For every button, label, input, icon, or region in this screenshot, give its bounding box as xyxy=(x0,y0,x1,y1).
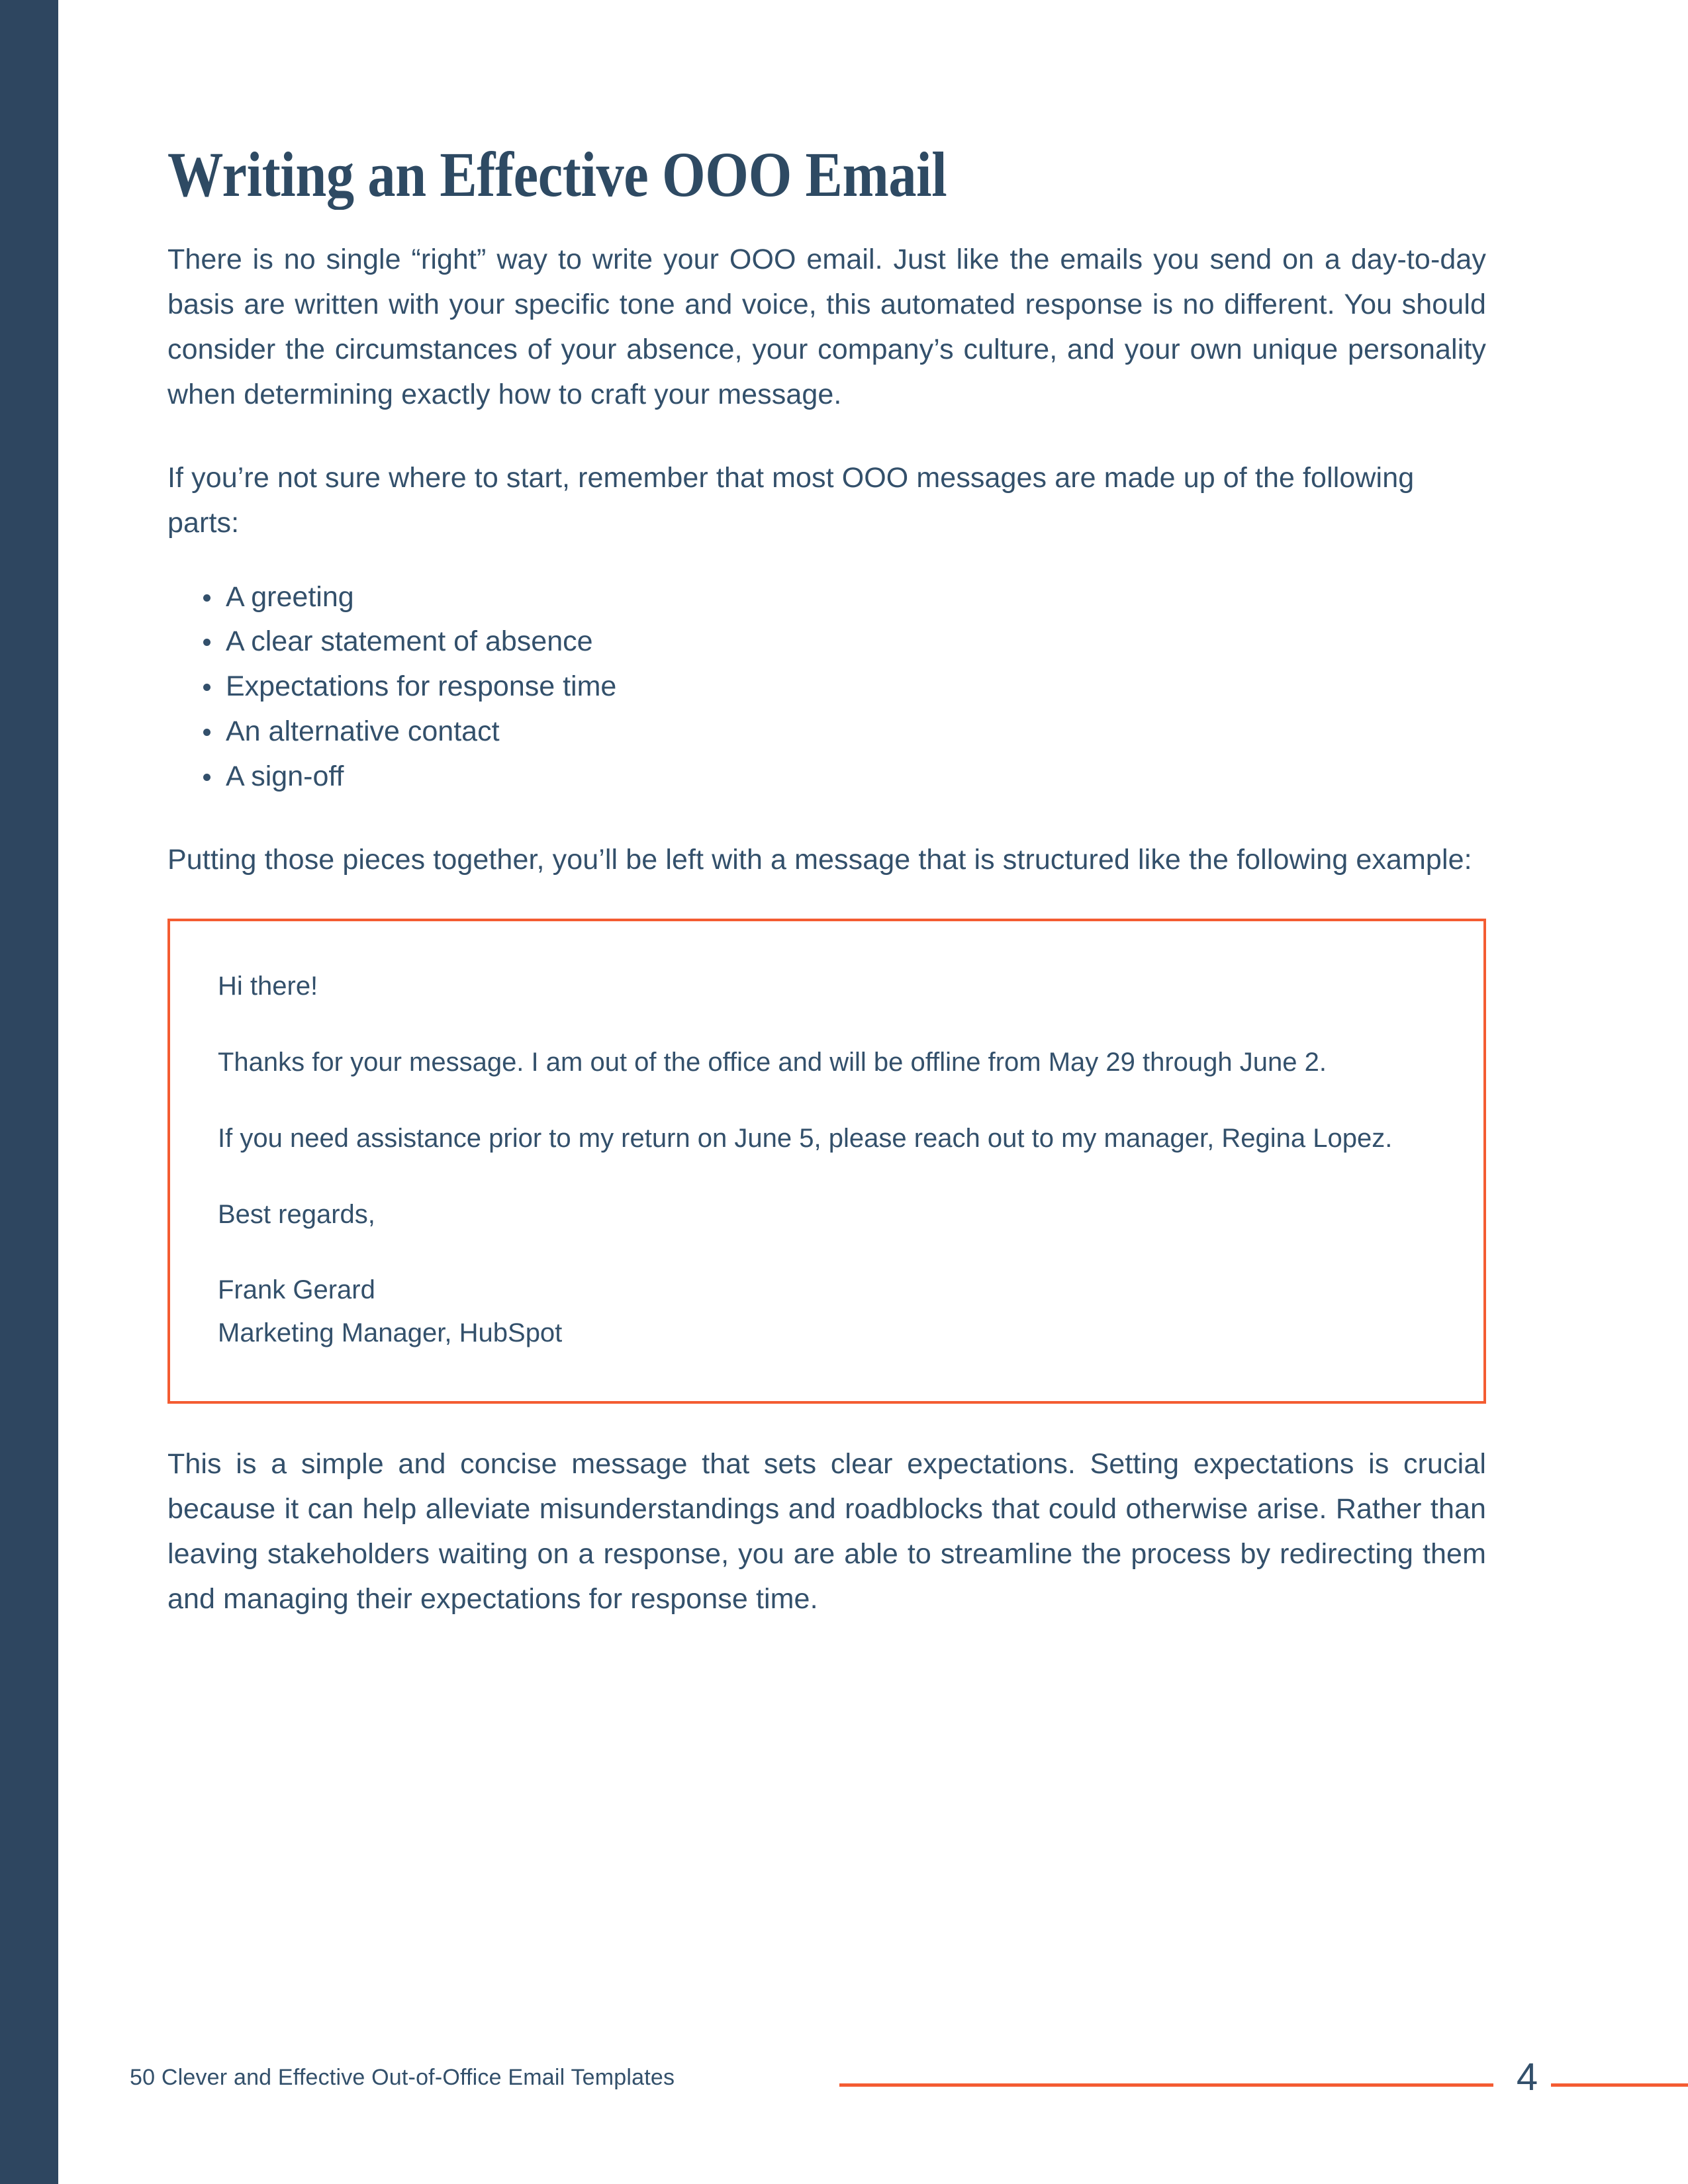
example-sender-title: Marketing Manager, HubSpot xyxy=(218,1318,563,1348)
example-email-box xyxy=(167,919,1486,1404)
lead-in-paragraph: If you’re not sure where to start, remember that most OOO messages are made up of the following parts: xyxy=(167,461,1415,539)
page-footer xyxy=(0,2056,1688,2110)
example-sender-name: Frank Gerard xyxy=(218,1275,375,1305)
list-item: An alternative contact xyxy=(199,709,1486,754)
page-title: Writing an Effective OOO Email xyxy=(167,139,947,210)
example-body-first: Thanks for your message. I am out of the office and will be offline from May 29 through June 2. xyxy=(218,1047,1327,1077)
list-item: A sign-off xyxy=(199,754,1486,799)
page-content xyxy=(167,0,1486,1622)
page-number: 4 xyxy=(1516,2056,1538,2099)
example-sign-off: Best regards, xyxy=(218,1199,375,1229)
footer-rule-left xyxy=(839,2083,1493,2087)
after-list-paragraph: Putting those pieces together, you’ll be left with a message that is structured like the following example: xyxy=(167,844,1472,876)
ooo-parts-list xyxy=(167,575,1486,800)
footer-rule-right xyxy=(1551,2083,1688,2087)
list-item: A clear statement of absence xyxy=(199,619,1486,664)
list-item: Expectations for response time xyxy=(199,664,1486,709)
list-item: A greeting xyxy=(199,575,1486,620)
closing-paragraph: This is a simple and concise message that sets clear expectations. Setting expectations is crucial because it can help alleviate misunderstandings and roadblocks that could otherwise arise. Rather than leaving stakeholders waiting on a response, you are able to streamline the process by redirecting them and managing their expectations for response time. xyxy=(167,1447,1486,1615)
left-accent-bar xyxy=(0,0,58,2184)
footer-document-title: 50 Clever and Effective Out-of-Office Email Templates xyxy=(130,2065,675,2090)
example-body-second: If you need assistance prior to my return on June 5, please reach out to my manager, Regina Lopez. xyxy=(218,1123,1393,1153)
intro-paragraph: There is no single “right” way to write your OOO email. Just like the emails you send on a day-to-day basis are written with your specific tone and voice, this automated response is no different. You should consider the circumstances of your absence, your company’s culture, and your own unique personality when determining exactly how to craft your message. xyxy=(167,243,1486,410)
example-greeting: Hi there! xyxy=(218,972,318,1001)
